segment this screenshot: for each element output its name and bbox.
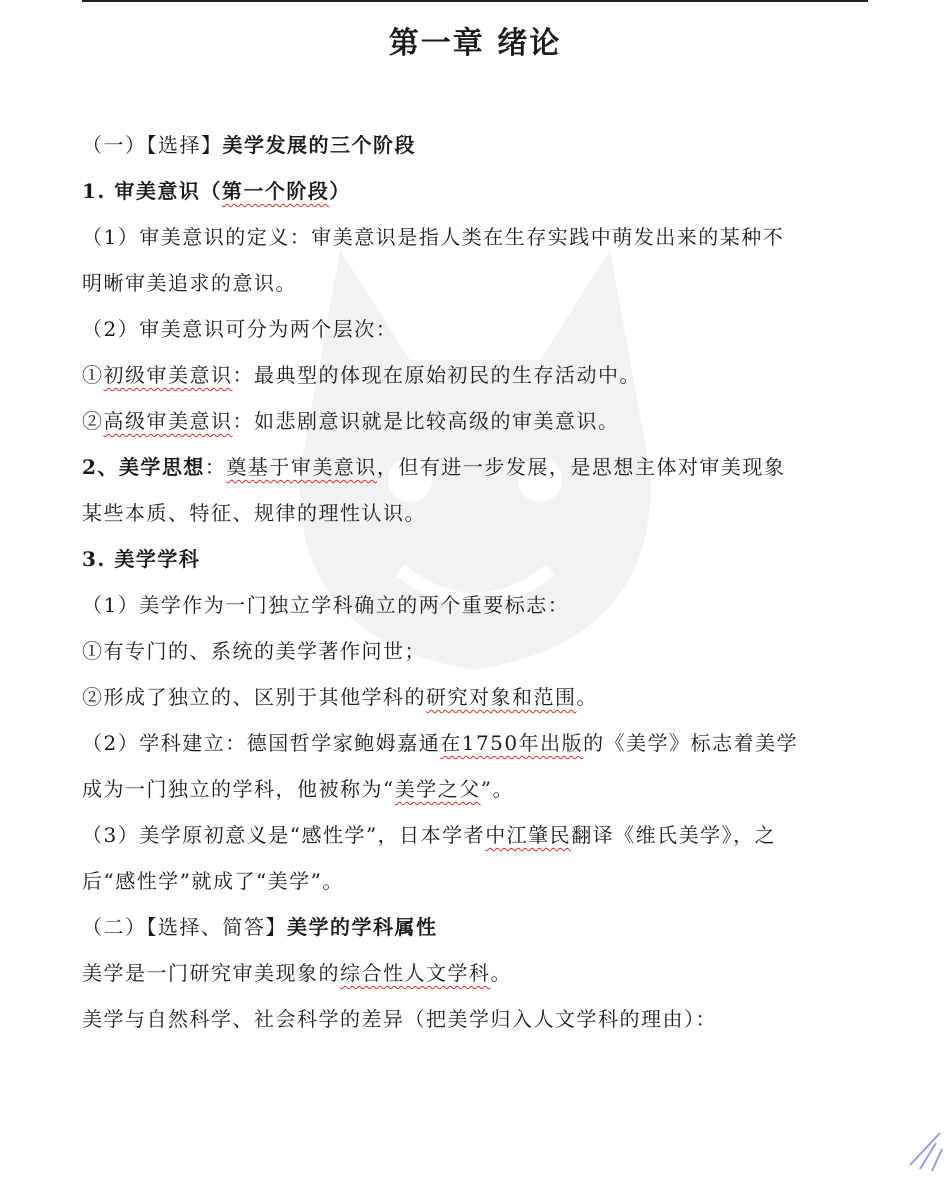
text-line <box>82 214 872 260</box>
text-segment: （1）美学作为一门独立学科确立的两个重要标志： <box>82 593 570 617</box>
bold-text: 1. 审美意识（ <box>82 179 222 203</box>
text-line <box>82 996 872 1042</box>
text-segment: ：最典型的体现在原始初民的生存活动中。 <box>232 363 641 387</box>
top-rule <box>82 0 868 2</box>
underlined-text: 第一个阶段 <box>221 179 330 203</box>
text-line <box>82 168 872 214</box>
text-line <box>82 536 872 582</box>
text-segment: 美学是一门研究审美现象的 <box>82 961 340 985</box>
logo-icon <box>896 1129 946 1175</box>
text-line <box>82 674 872 720</box>
text-segment: 。 <box>576 685 598 709</box>
text-segment: （2）审美意识可分为两个层次： <box>82 317 398 341</box>
underlined-text: 初级审美意识 <box>103 363 233 387</box>
page-title: 第一章 绪论 <box>388 26 562 61</box>
text-segment: ②形成了独立的、区别于其他学科的 <box>82 685 426 709</box>
text-line <box>82 766 872 812</box>
bold-text: 美学的学科属性 <box>287 915 438 939</box>
text-line <box>82 352 872 398</box>
text-segment: 美学与自然科学、社会科学的差异（把美学归入人文学科的理由）： <box>82 1007 717 1031</box>
text-segment: 的《美学》标志着美学 <box>583 731 799 755</box>
underlined-text: 研究对象和范围 <box>426 685 577 709</box>
text-segment: 成为一门独立的学科，他被称为“ <box>82 777 395 801</box>
underlined-text: 高级审美意识 <box>103 409 233 433</box>
text-line <box>82 122 872 168</box>
text-segment: 某些本质、特征、规律的理性认识。 <box>82 501 426 525</box>
text-segment: （3）美学原初意义是“感性学”，日本学者 <box>82 823 486 847</box>
bold-text: 2、美学思想 <box>82 455 205 479</box>
text-segment: 明晰审美追求的意识。 <box>82 271 297 295</box>
text-line <box>82 858 872 904</box>
text-segment: 翻译《维氏美学》，之 <box>571 823 777 847</box>
text-line <box>82 904 872 950</box>
text-line <box>82 628 872 674</box>
text-segment: （1）审美意识的定义：审美意识是指人类在生存实践中萌发出来的某种不 <box>82 225 785 249</box>
text-segment: ：如悲剧意识就是比较高级的审美意识。 <box>232 409 620 433</box>
document-body <box>82 122 872 1042</box>
text-segment: ： <box>204 455 227 479</box>
text-segment: （二）【选择、简答】 <box>82 915 287 939</box>
underlined-text: 中江肇民 <box>485 823 572 847</box>
bold-text: 3. 美学学科 <box>82 547 201 571</box>
text-segment: ①有专门的、系统的美学著作问世； <box>82 639 426 663</box>
text-line <box>82 398 872 444</box>
text-line <box>82 444 872 490</box>
text-line <box>82 306 872 352</box>
text-segment: 。 <box>490 961 512 985</box>
underlined-text: 在1750年出版 <box>440 731 584 755</box>
text-line <box>82 582 872 628</box>
text-line <box>82 490 872 536</box>
text-segment: 后“感性学”就成了“美学”。 <box>82 869 344 893</box>
text-segment: （一）【选择】 <box>82 133 223 157</box>
text-line <box>82 950 872 996</box>
text-segment: （2）学科建立：德国哲学家鲍姆嘉通 <box>82 731 441 755</box>
underlined-text: 奠基于审美意识 <box>226 455 377 479</box>
bold-text: ） <box>329 179 351 203</box>
bold-text: 美学发展的三个阶段 <box>222 133 416 157</box>
text-line <box>82 260 872 306</box>
text-segment: ① <box>82 363 104 387</box>
underlined-text: 综合性人文学科 <box>340 961 491 985</box>
text-line <box>82 720 872 766</box>
text-segment: ② <box>82 409 104 433</box>
text-segment: ，但有进一步发展，是思想主体对审美现象 <box>376 455 786 479</box>
underlined-text: 美学之父 <box>394 777 481 801</box>
text-segment: ”。 <box>480 777 514 801</box>
text-line <box>82 812 872 858</box>
